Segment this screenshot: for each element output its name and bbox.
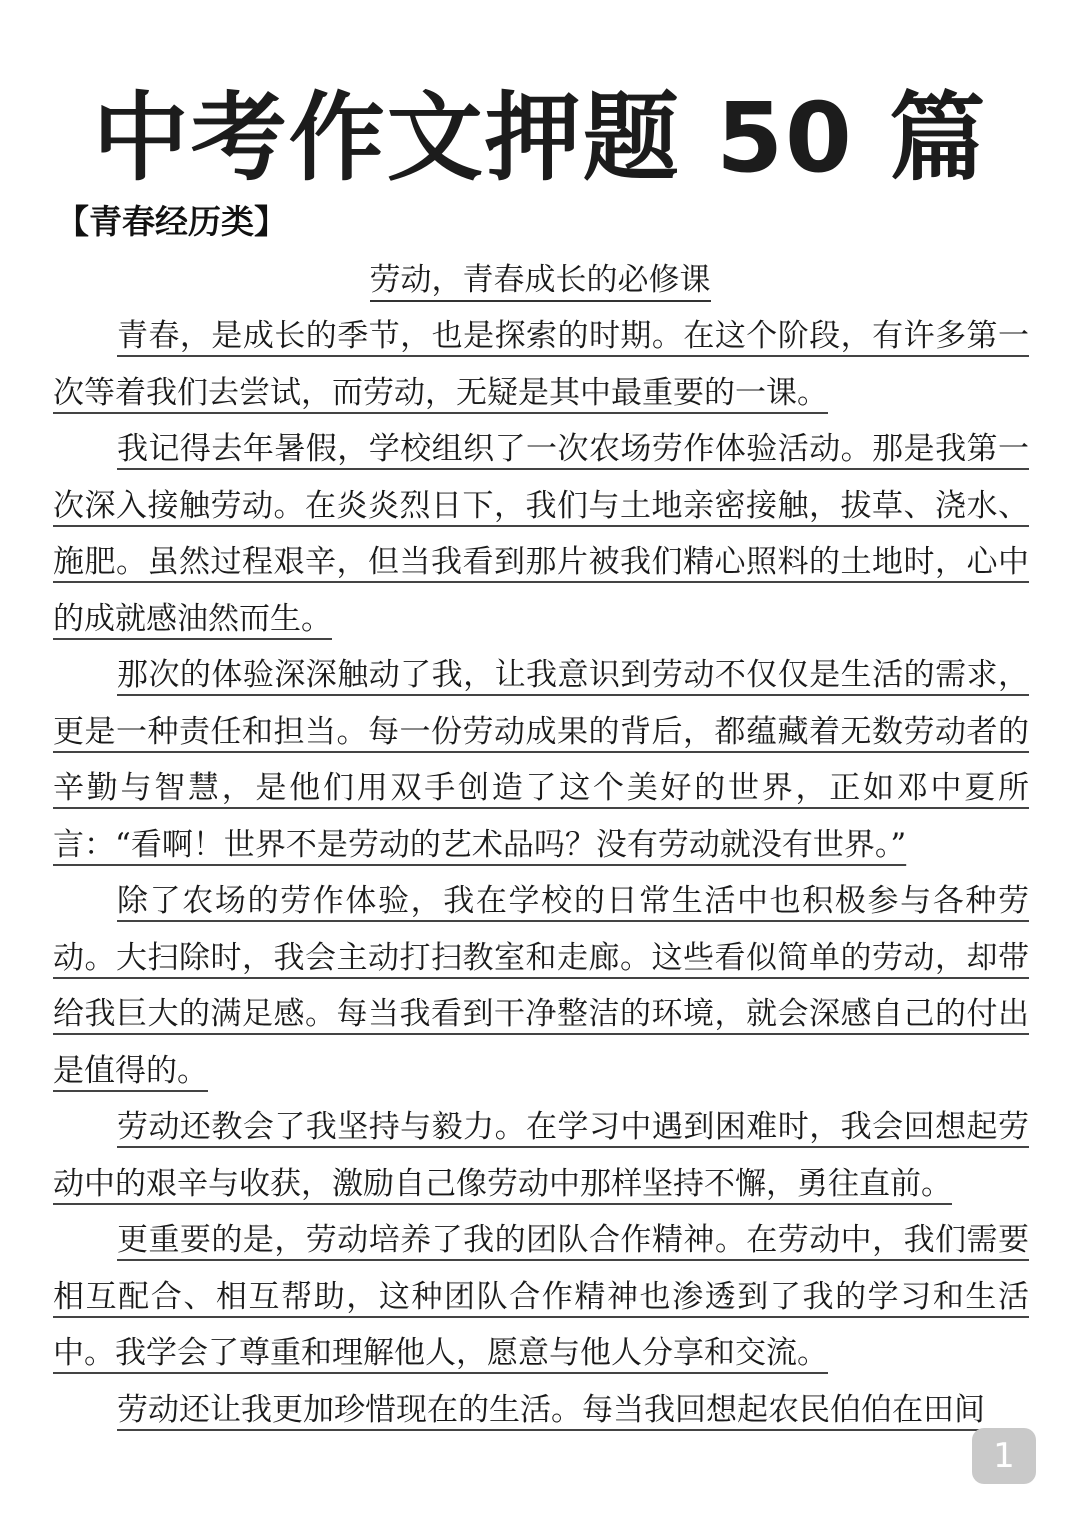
paragraph [53, 647, 1029, 873]
paragraph-text: 除了农场的劳作体验，我在学校的日常生活中也积极参与各种劳动。大扫除时，我会主动打扫教室和走廊。这些看似简单的劳动，却带给我巨大的满足感。每当我看到干净整洁的环境，就会深感自己的付出是值得的。 [53, 883, 1029, 1089]
paragraph-text: 我记得去年暑假，学校组织了一次农场劳作体验活动。那是我第一次深入接触劳动。在炎炎烈日下，我们与土地亲密接触，拔草、浇水、施肥。虽然过程艰辛，但当我看到那片被我们精心照料的土地时，心中的成就感油然而生。 [53, 431, 1029, 637]
paragraph-text: 那次的体验深深触动了我，让我意识到劳动不仅仅是生活的需求，更是一种责任和担当。每一份劳动成果的背后，都蕴藏着无数劳动者的辛勤与智慧，是他们用双手创造了这个美好的世界，正如邓中夏所言：“看啊！世界不是劳动的艺术品吗？没有劳动就没有世界。” [53, 657, 1029, 863]
paragraph-text: 劳动还让我更加珍惜现在的生活。每当我回想起农民伯伯在田间 [117, 1391, 985, 1428]
paragraph [53, 1212, 1029, 1382]
paragraph [53, 421, 1029, 647]
paragraph-text: 青春，是成长的季节，也是探索的时期。在这个阶段，有许多第一次等着我们去尝试，而劳动，无疑是其中最重要的一课。 [53, 318, 1029, 411]
main-title: 中考作文押题 50 篇 [92, 82, 988, 194]
paragraph [53, 1099, 1029, 1212]
paragraph-text: 劳动还教会了我坚持与毅力。在学习中遇到困难时，我会回想起劳动中的艰辛与收获，激励自己像劳动中那样坚持不懈，勇往直前。 [53, 1109, 1029, 1202]
page-number-badge: 1 [972, 1428, 1036, 1484]
paragraph [53, 1382, 1029, 1439]
essay-title [0, 258, 1080, 302]
paragraph [53, 308, 1029, 421]
essay-body [53, 308, 1029, 1438]
category-label: 【青春经历类】 [56, 202, 287, 241]
paragraph [53, 873, 1029, 1099]
paragraph-text: 更重要的是，劳动培养了我的团队合作精神。在劳动中，我们需要相互配合、相互帮助，这种团队合作精神也渗透到了我的学习和生活中。我学会了尊重和理解他人，愿意与他人分享和交流。 [53, 1222, 1029, 1371]
essay-title-text: 劳动，青春成长的必修课 [370, 262, 711, 302]
